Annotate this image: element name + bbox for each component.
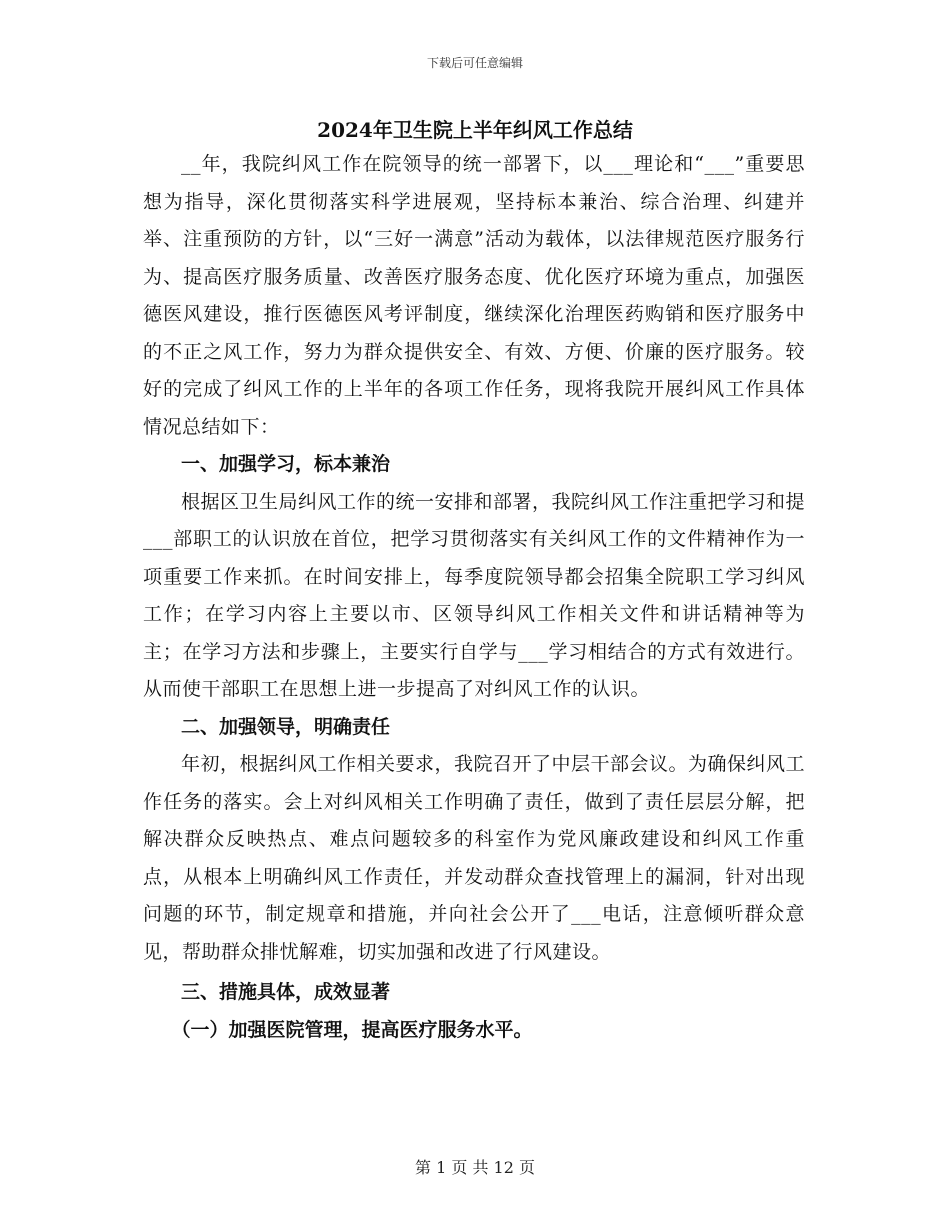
header-note: 下载后可任意编辑 — [426, 56, 523, 70]
section-2-paragraph: 年初，根据纠风工作相关要求，我院召开了中层干部会议。为确保纠风工作任务的落实。会上对纠风相关工作明确了责任，做到了责任层层分解，把解决群众反映热点、难点问题较多的科室作为党风廉政建设和纠风工作重点，从根本上明确纠风工作责任，并发动群众查找管理上的漏洞，针对出现问题的环节，制定规章和措施，并向社会公开了___电话，注意倾听群众意见，帮助群众排忧解难，切实加强和改进了行风建设。 — [143, 753, 806, 963]
section-2-heading: 二、加强领导，明确责任 — [181, 715, 391, 738]
document-body — [143, 146, 805, 1049]
section-1-heading: 一、加强学习，标本兼治 — [181, 453, 391, 475]
section-1-paragraph: 根据区卫生局纠风工作的统一安排和部署，我院纠风工作注重把学习和提___部职工的认识放在首位，把学习贯彻落实有关纠风工作的文件精神作为一项重要工作来抓。在时间安排上，每季度院领导都会招集全院职工学习纠风工作；在学习内容上主要以市、区领导纠风工作相关文件和讲话精神等为主；在学习方法和步骤上，主要实行自学与___学习相结合的方式有效进行。从而使干部职工在思想上进一步提高了对纠风工作的认识。 — [143, 490, 806, 700]
section-3-subheading-1: （一）加强医院管理，提高医疗服务水平。 — [171, 1018, 533, 1041]
section-3-heading: 三、措施具体，成效显著 — [181, 981, 391, 1003]
document-title: 2024年卫生院上半年纠风工作总结 — [317, 118, 633, 142]
intro-paragraph: __年，我院纠风工作在院领导的统一部署下，以___理论和“___”重要思想为指导，深化贯彻落实科学进展观，坚持标本兼治、综合治理、纠建并举、注重预防的方针，以“三好一满意”活动为载体，以法律规范医疗服务行为、提高医疗服务质量、改善医疗服务态度、优化医疗环境为重点，加强医德医风建设，推行医德医风考评制度，继续深化治理医药购销和医疗服务中的不正之风工作，努力为群众提供安全、有效、方便、价廉的医疗服务。较好的完成了纠风工作的上半年的各项工作任务，现将我院开展纠风工作具体情况总结如下： — [143, 153, 805, 438]
page-number: 第 1 页 共 12 页 — [415, 1158, 535, 1177]
